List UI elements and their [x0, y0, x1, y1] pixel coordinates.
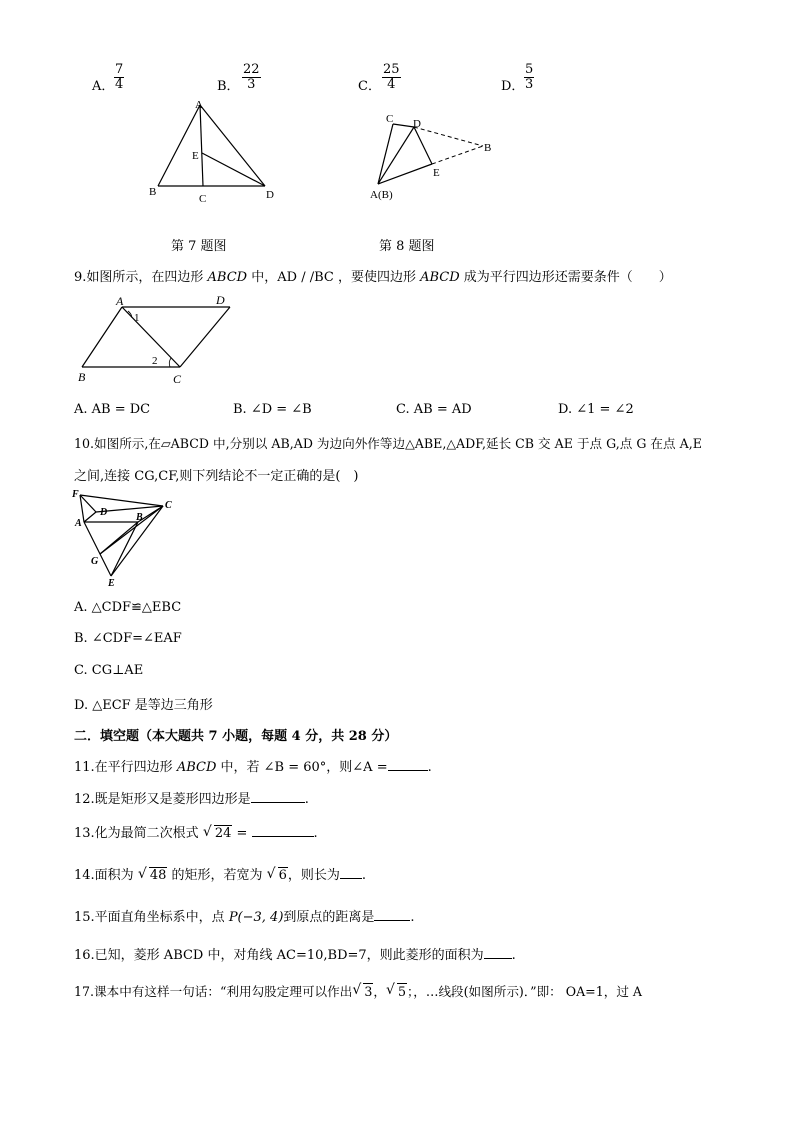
- figure-7: [140, 95, 290, 210]
- fig7-label-a: A: [195, 99, 203, 111]
- q10-option-a: A. △CDF≌△EBC: [74, 600, 182, 615]
- q8-option-b-fraction: $\frac{22}{3}$: [243, 62, 260, 92]
- fig7-label-b: B: [149, 186, 157, 198]
- q10-figure: [70, 488, 180, 588]
- q15-point: P(−3, 4): [228, 910, 284, 925]
- q10-stem-line1: 10.如图所示,在▱ABCD 中,分别以 AB,AD 为边向外作等边△ABE,△ADF,延长 CB 交 AE 于点 G,点 G 在点 A,E: [74, 436, 702, 451]
- fig8-caption: 第 8 题图: [379, 239, 435, 254]
- q10-fig-label-e: E: [108, 578, 115, 588]
- q9-figure-parallelogram: [70, 290, 260, 390]
- q17-radical-3: √ 3: [352, 982, 373, 999]
- fig8-label-d: D: [413, 118, 421, 130]
- q9-option-a: A. AB = DC: [74, 402, 151, 417]
- figure-8: [362, 108, 502, 203]
- q11-answer-blank[interactable]: [388, 770, 428, 771]
- q14-radical-48: √ 48: [137, 866, 167, 883]
- q8-option-d-fraction: $\frac{5}{3}$: [525, 62, 534, 92]
- q9-fig-label-d: D: [216, 293, 225, 307]
- fig8-label-b: B: [484, 142, 492, 154]
- fig7-label-d: D: [266, 189, 274, 201]
- q10-option-c: C. CG⊥AE: [74, 663, 144, 678]
- fig7-label-e: E: [192, 150, 199, 162]
- q9-fig-label-a: A: [116, 294, 124, 308]
- q9-fig-angle-2: 2: [152, 355, 158, 367]
- q8-option-d-label: D．: [501, 79, 525, 94]
- q15-answer-blank[interactable]: [374, 920, 410, 921]
- q9-option-b: B. ∠D = ∠B: [233, 402, 312, 417]
- q17: 17.课本中有这样一句话：“利用勾股定理可以作出 √ 3， √ 5；，…线段(如图所示)．”即： OA=1，过 A: [74, 982, 643, 999]
- q8-option-a-label: A．: [92, 79, 115, 94]
- q11: 11.在平行四边形 ABCD 中，若 ∠B = 60°，则∠A = .: [74, 760, 432, 775]
- q14-radical-6: √ 6: [266, 866, 287, 883]
- fig7-label-c: C: [199, 193, 207, 205]
- q10-option-d: D. △ECF 是等边三角形: [74, 698, 213, 713]
- q9-fig-angle-1: 1: [134, 312, 140, 324]
- fig8-label-c: C: [386, 113, 394, 125]
- q9-option-c: C. AB = AD: [396, 402, 472, 417]
- q10-fig-label-c: C: [165, 500, 172, 511]
- q13: 13.化为最简二次根式 √ 24 = .: [74, 824, 318, 841]
- q10-fig-label-g: G: [91, 556, 99, 567]
- q10-fig-label-f: F: [72, 489, 79, 500]
- q9-fig-label-b: B: [78, 370, 86, 384]
- q8-option-c-fraction: $\frac{25}{4}$: [383, 62, 400, 92]
- q10-stem-line2: 之间,连接 CG,CF,则下列结论不一定正确的是( ): [74, 469, 359, 484]
- q12: 12.既是矩形又是菱形四边形是 .: [74, 792, 309, 807]
- q9-stem: 9.如图所示，在四边形 ABCD 中，AD / /BC ，要使四边形 ABCD 成为平行四边形还需要条件（ ）: [74, 270, 672, 285]
- q15: 15.平面直角坐标系中，点 P(−3, 4)到原点的距离是 .: [74, 910, 415, 925]
- q13-answer-blank[interactable]: [252, 836, 314, 837]
- q13-radical: √ 24: [202, 824, 232, 841]
- q8-option-b-label: B．: [217, 79, 240, 94]
- q16-answer-blank[interactable]: [484, 958, 512, 959]
- section-2-title: 二．填空题（本大题共 7 小题，每题 4 分，共 28 分）: [74, 729, 398, 744]
- q10-fig-label-a: A: [75, 518, 82, 529]
- q8-option-c-label: C．: [358, 79, 381, 94]
- q14-answer-blank[interactable]: [340, 878, 362, 879]
- q10-fig-label-b: B: [136, 512, 143, 523]
- q17-radical-5: √ 5: [385, 982, 406, 999]
- q12-answer-blank[interactable]: [251, 802, 305, 803]
- fig8-label-ab: A(B): [370, 189, 393, 201]
- q14: 14.面积为 √ 48 的矩形，若宽为 √ 6，则长为 .: [74, 866, 367, 883]
- q16: 16.已知，菱形 ABCD 中，对角线 AC=10,BD=7，则此菱形的面积为 .: [74, 948, 516, 963]
- q8-option-a-fraction: $\frac{7}{4}$: [115, 62, 124, 92]
- fig8-label-e: E: [433, 167, 440, 179]
- q10-fig-label-d: D: [100, 507, 108, 518]
- q9-fig-label-c: C: [173, 372, 182, 386]
- fig7-caption: 第 7 题图: [171, 239, 227, 254]
- q9-option-d: D. ∠1 = ∠2: [558, 402, 634, 417]
- q10-option-b: B. ∠CDF=∠EAF: [74, 631, 182, 646]
